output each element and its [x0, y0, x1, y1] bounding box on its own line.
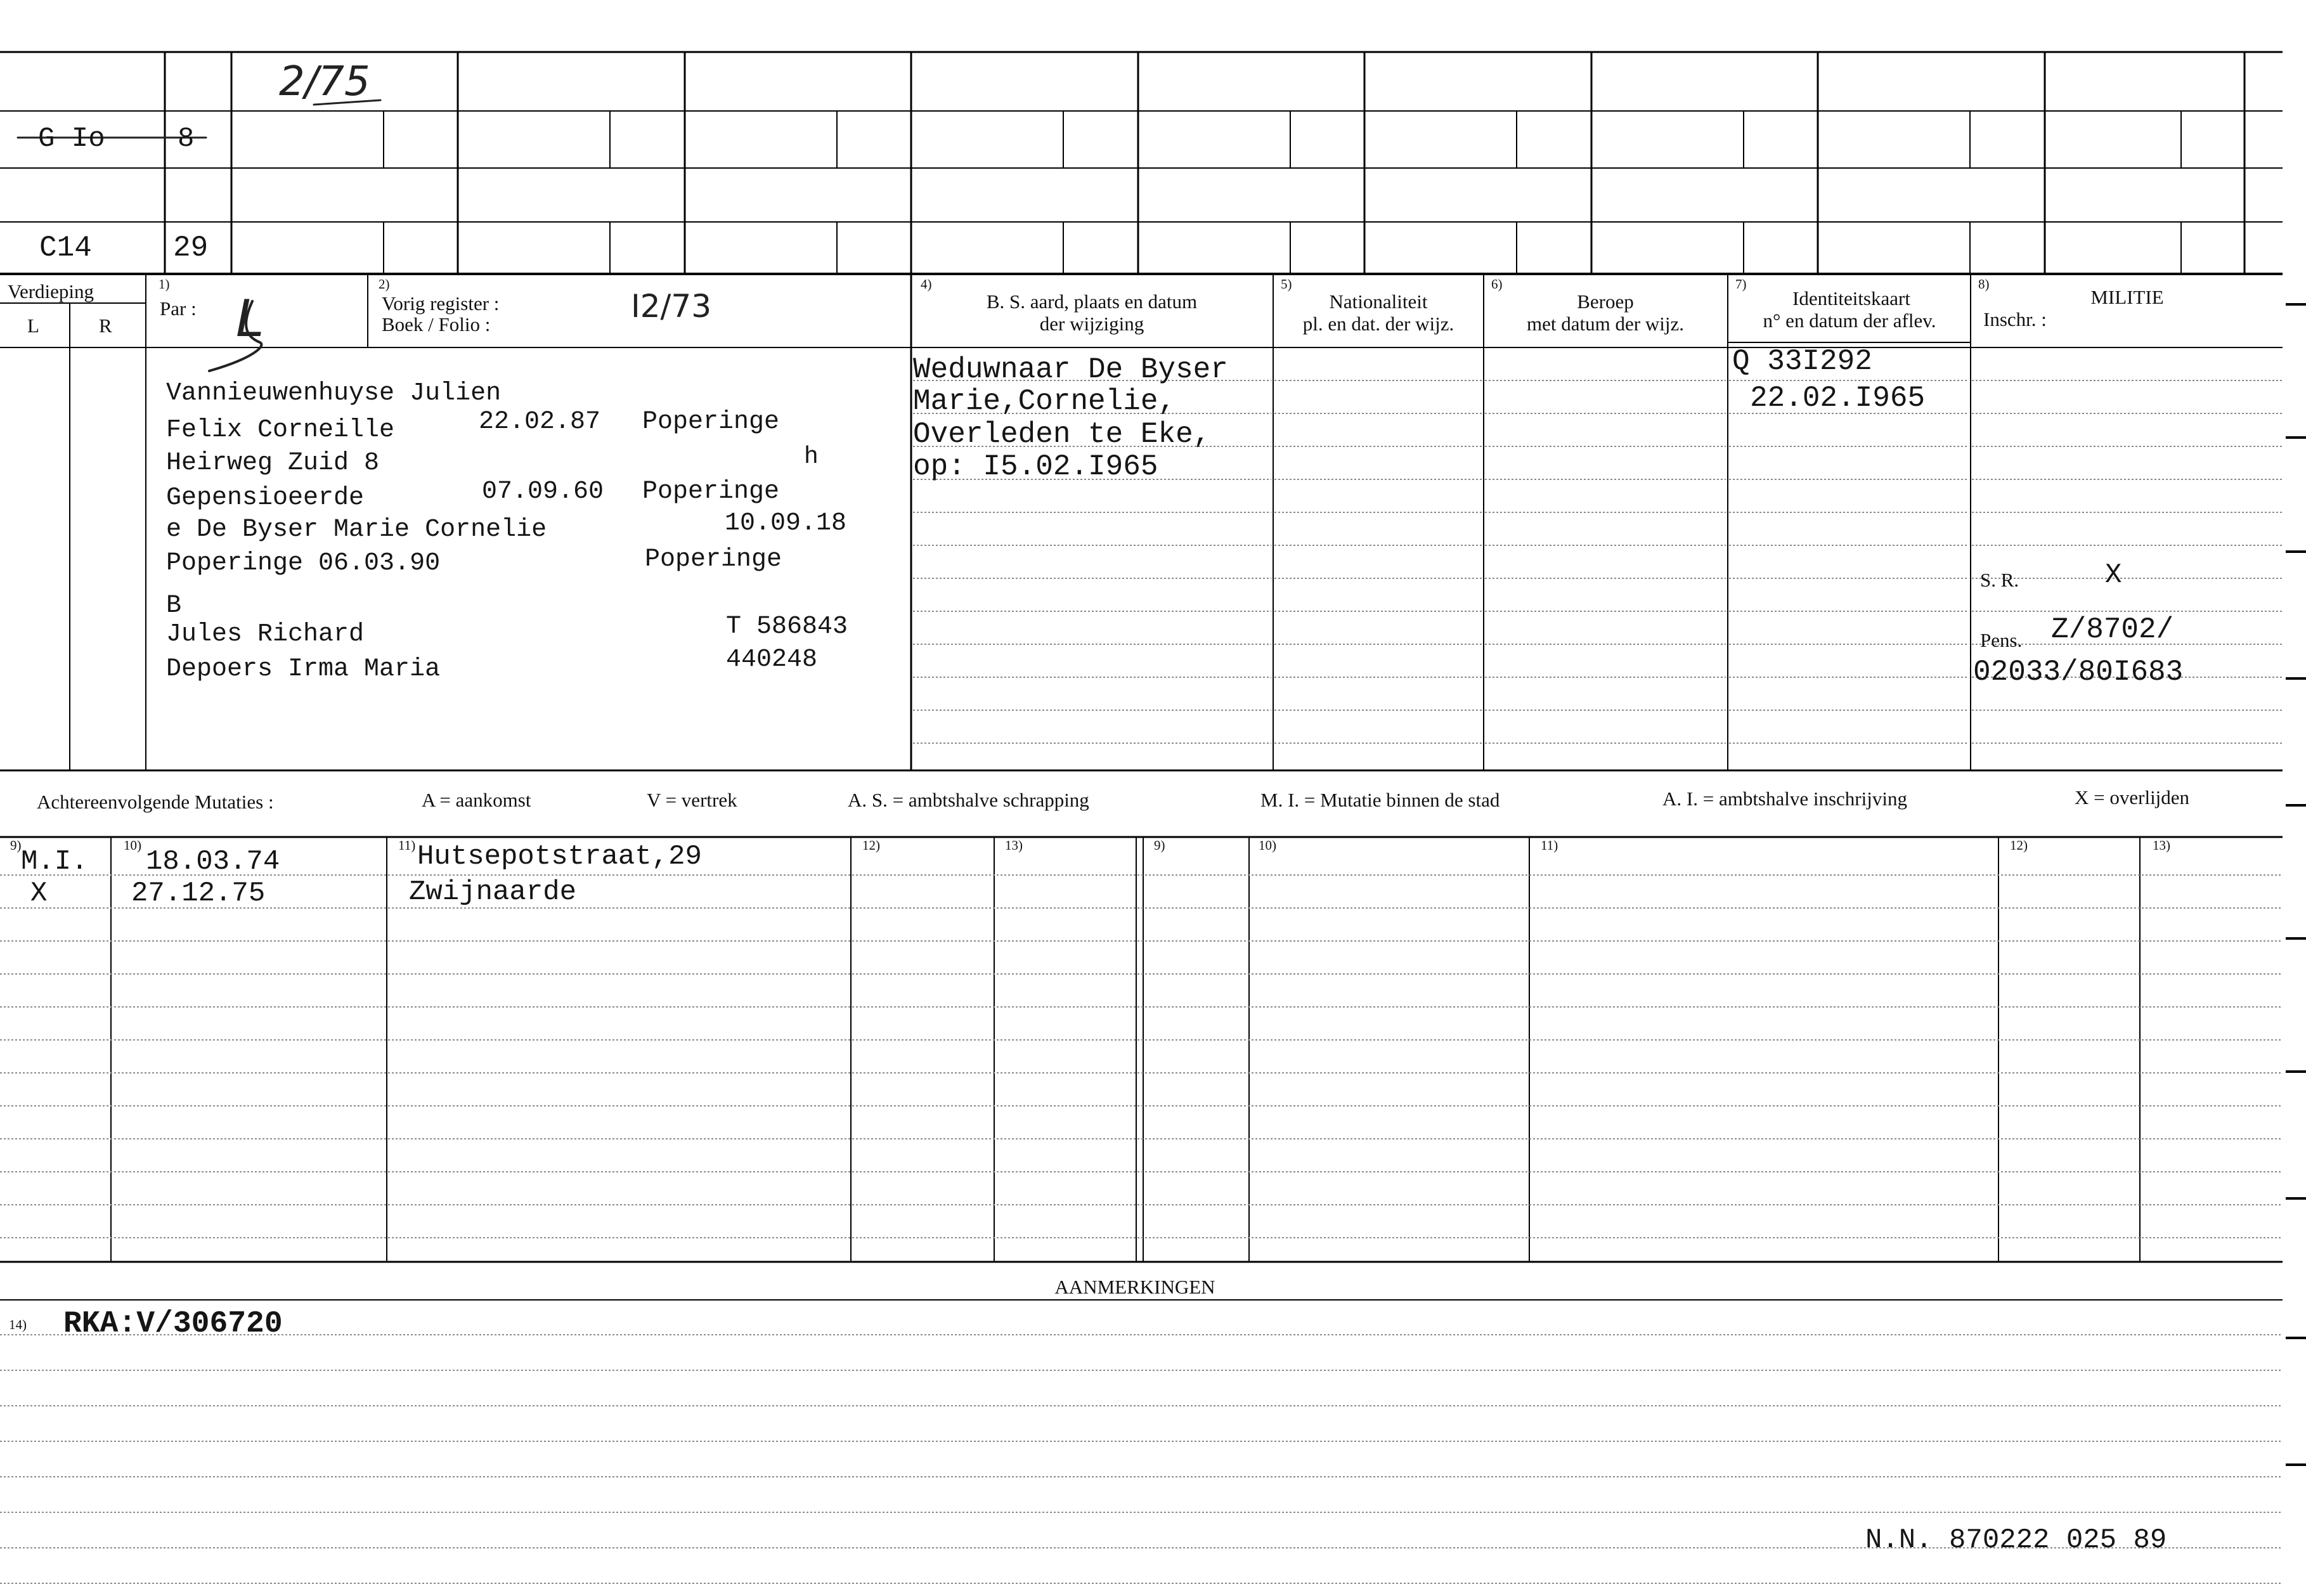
- old-code: G Io: [38, 123, 105, 155]
- register-value: I2/73: [631, 288, 712, 325]
- militie-label: MILITIE: [2090, 286, 2164, 308]
- pens-value-2: 02033/80I683: [1973, 656, 2184, 689]
- header-num-8: 8): [1978, 276, 1990, 292]
- birth-place: Poperinge: [642, 408, 780, 436]
- col-num: 11): [398, 838, 416, 853]
- bs-entry-line: Marie,Cornelie,: [913, 385, 1176, 418]
- reference-1: T 586843: [726, 613, 848, 641]
- sr-value: X: [2105, 559, 2122, 591]
- bs-entry-line: Overleden te Eke,: [913, 418, 1211, 451]
- legend-v: V = vertrek: [647, 789, 737, 811]
- person-line: Felix Corneille: [166, 416, 395, 444]
- vorig-register-label: Vorig register :: [382, 292, 500, 315]
- date-3: 10.09.18: [725, 509, 847, 538]
- header-num-7: 7): [1735, 276, 1747, 292]
- mutation-type: M.I.: [21, 846, 88, 878]
- beroep-line2: met datum der wijz.: [1527, 313, 1684, 335]
- date-2: 07.09.60: [482, 477, 604, 506]
- verdieping-label: Verdieping: [8, 280, 94, 302]
- boek-folio-label: Boek / Folio :: [382, 313, 491, 335]
- par-value: L: [236, 289, 264, 348]
- legend-x: X = overlijden: [2075, 786, 2190, 808]
- person-line: Poperinge 06.03.90: [166, 549, 441, 578]
- person-line: e De Byser Marie Cornelie: [166, 516, 547, 544]
- legend-title: Achtereenvolgende Mutaties :: [37, 791, 274, 813]
- id-card-date: 22.02.I965: [1750, 382, 1926, 415]
- mutation-address: Zwijnaarde: [409, 876, 577, 908]
- header-num-2: 2): [379, 276, 390, 292]
- new-number: 29: [173, 231, 209, 264]
- mark-h: h: [804, 443, 819, 470]
- mutation-address: Hutsepotstraat,29: [417, 841, 702, 873]
- bs-header-line2: der wijziging: [1039, 313, 1144, 335]
- header-num-1: 1): [159, 276, 170, 292]
- col-num: 11): [1541, 838, 1558, 853]
- old-number: 8: [178, 123, 195, 155]
- bs-entry-line: op: I5.02.I965: [913, 450, 1158, 483]
- identiteitskaart-line1: Identiteitskaart: [1792, 287, 1910, 309]
- bs-header-line1: B. S. aard, plaats en datum: [986, 290, 1198, 313]
- person-line: Depoers Irma Maria: [166, 655, 441, 684]
- header-num-6: 6): [1491, 276, 1503, 292]
- par-label: Par :: [160, 297, 197, 320]
- legend-mi: M. I. = Mutatie binnen de stad: [1260, 789, 1500, 811]
- remarks-num: 14): [9, 1317, 27, 1332]
- remarks-title: AANMERKINGEN: [1054, 1276, 1215, 1298]
- verdieping-l: L: [27, 315, 39, 337]
- person-line: Jules Richard: [166, 620, 365, 649]
- place-2: Poperinge: [642, 477, 780, 506]
- col-num: 9): [1154, 838, 1165, 853]
- person-line: B: [166, 592, 182, 620]
- reference-2: 440248: [726, 646, 818, 674]
- legend-a: A = aankomst: [422, 789, 531, 811]
- bs-entry-line: Weduwnaar De Byser: [913, 353, 1228, 386]
- col-num: 12): [862, 838, 880, 853]
- sr-label: S. R.: [1980, 569, 2019, 591]
- id-card-number: Q 33I292: [1732, 345, 1872, 378]
- col-num: 13): [1005, 838, 1023, 853]
- legend-as: A. S. = ambtshalve schrapping: [848, 789, 1089, 811]
- header-num-5: 5): [1281, 276, 1292, 292]
- col-num: 10): [1259, 838, 1276, 853]
- nationaliteit-line1: Nationaliteit: [1329, 290, 1428, 313]
- inschr-label: Inschr. :: [1983, 308, 2047, 330]
- new-code: C14: [39, 231, 92, 264]
- col-num: 9): [10, 838, 22, 853]
- col-num: 13): [2153, 838, 2170, 853]
- place-3: Poperinge: [645, 545, 782, 574]
- beroep-line1: Beroep: [1577, 290, 1634, 313]
- header-num-4: 4): [921, 276, 932, 292]
- mutation-date: 27.12.75: [131, 878, 266, 909]
- person-line: Vannieuwenhuyse Julien: [166, 379, 502, 408]
- remarks-text: RKA:V/306720: [63, 1307, 283, 1341]
- nationaliteit-line2: pl. en dat. der wijz.: [1302, 313, 1454, 335]
- mutation-type: X: [30, 878, 48, 909]
- identiteitskaart-line2: n° en datum der aflev.: [1763, 309, 1936, 332]
- legend-ai: A. I. = ambtshalve inschrijving: [1662, 788, 1907, 810]
- footer-number: N.N. 870222 025 89: [1865, 1524, 2167, 1556]
- birth-date: 22.02.87: [479, 408, 601, 436]
- pens-label: Pens.: [1980, 629, 2023, 651]
- person-line: Heirweg Zuid 8: [166, 449, 380, 477]
- col-num: 10): [124, 838, 141, 853]
- col-num: 12): [2010, 838, 2028, 853]
- person-line: Gepensioeerde: [166, 484, 365, 512]
- pens-value-1: Z/8702/: [2051, 613, 2174, 646]
- verdieping-r: R: [99, 315, 112, 337]
- handwritten-note: 2/75: [279, 58, 370, 105]
- mutation-date: 18.03.74: [146, 846, 280, 878]
